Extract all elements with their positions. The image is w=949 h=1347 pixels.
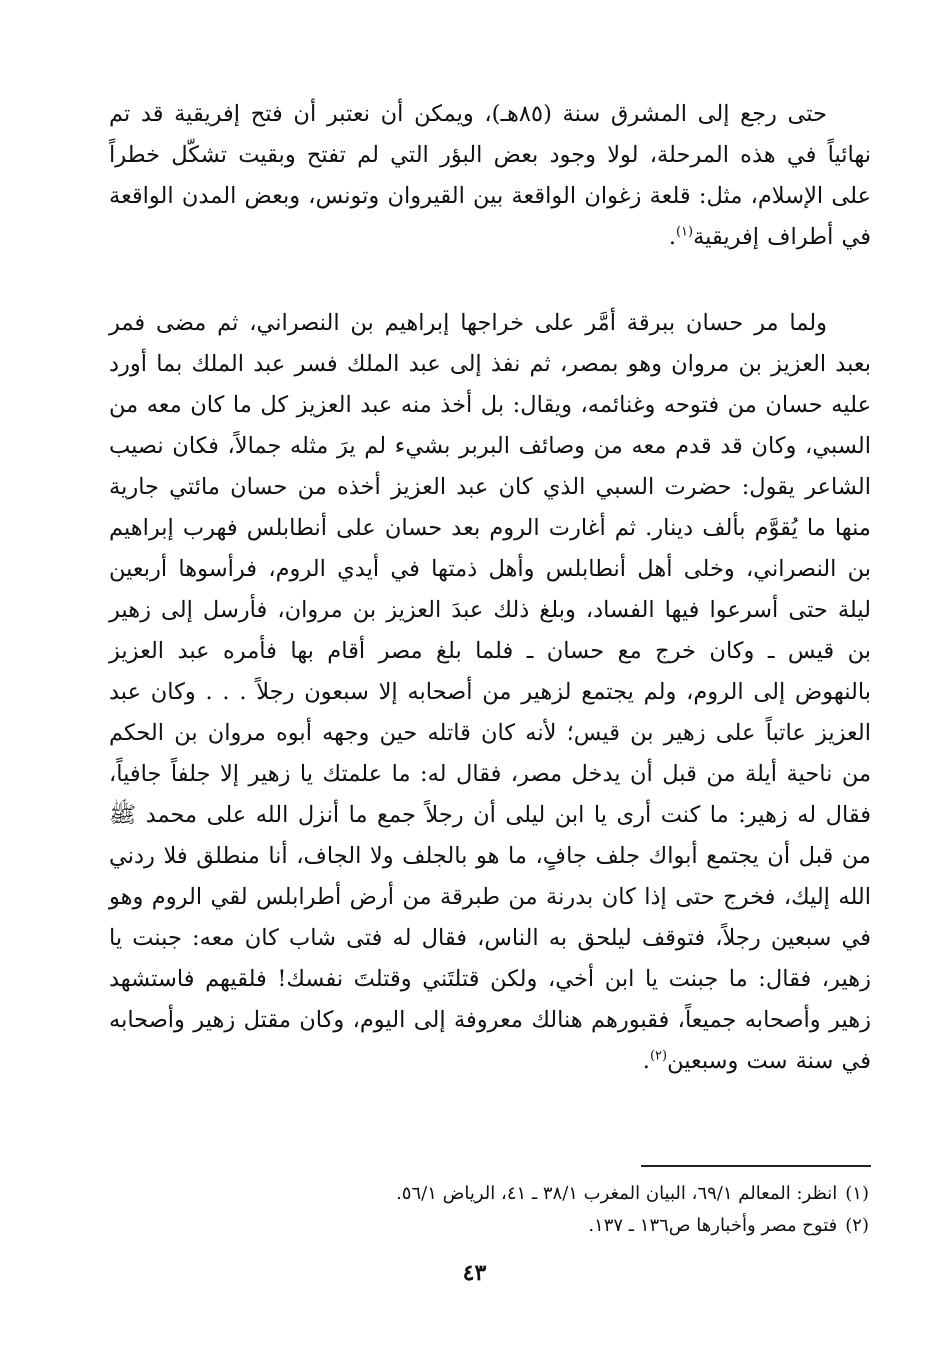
paragraph-2 (109, 303, 871, 1082)
paragraph-2-text (109, 303, 871, 1082)
footnote-1-number: (١) (845, 1183, 869, 1204)
page-number: ٤٣ (462, 1260, 487, 1286)
footnotes (109, 1178, 869, 1242)
paragraph-1-text (109, 94, 871, 258)
paragraph-2-body: ولما مر حسان ببرقة أمَّر على خراجها إبراهيم بن النصراني، ثم مضى فمر بعبد العزيز بن مروان وهو بمصر، ثم نفذ إلى عبد الملك فسر عبد الملك بما أورد عليه حسان من فتوحه وغنائمه، ويقال: بل أخذ منه عبد العزيز كل ما كان معه من السبي، وكان قد قدم معه من وصائف البربر بشيء لم يرَ مثله جمالاً، فكان نصيب الشاعر يقول: حضرت السبي الذي كان عبد العزيز أخذه من حسان مائتي جارية منها ما يُقوَّم بألف دينار. ثم أغارت الروم بعد حسان على أنطابلس فهرب إبراهيم بن النصراني، وخلى أهل أنطابلس وأهل ذمتها في أيدي الروم، فرأسوها أربعين ليلة حتى أسرعوا فيها الفساد، وبلغ ذلك عبدَ العزيز بن مروان، فأرسل إلى زهير بن قيس ـ وكان خرج مع حسان ـ فلما بلغ مصر أقام بها فأمره عبد العزيز بالنهوض إلى الروم، ولم يجتمع لزهير من أصحابه إلا سبعون رجلاً . . . وكان عبد العزيز عاتباً على زهير بن قيس؛ لأنه كان قاتله حين وجهه أبوه مروان بن الحكم من ناحية أيلة من قبل أن يدخل مصر، فقال له: ما علمتك يا زهير إلا جلفاً جافياً، فقال له زهير: ما كنت أرى يا ابن ليلى أن رجلاً جمع ما أنزل الله على محمد ﷺ من قبل أن يجتمع أبواك جلف جافٍ، ما هو بالجلف ولا الجاف، أنا منطلق فلا ردني الله إليك، فخرج حتى إذا كان بدرنة من طبرقة من أرض أطرابلس لقي الروم وهو في سبعين رجلاً، فتوقف ليلحق به الناس، فقال له فتى شاب كان معه: جبنت يا زهير، فقال: ما جبنت يا ابن أخي، ولكن قتلتَني وقتلتَ نفسك! فلقيهم فاستشهد زهير وأصحابه جميعاً، فقبورهم هنالك معروفة إلى اليوم، وكان مقتل زهير وأصحابه في سنة ست وسبعين (109, 310, 872, 1074)
paragraph-1 (109, 94, 871, 258)
paragraph-1-body: حتى رجع إلى المشرق سنة (٨٥هـ)، ويمكن أن نعتبر أن فتح إفريقية قد تم نهائياً في هذه المرحلة، لولا وجود بعض البؤر التي لم تفتح وبقيت تشكّل خطراً على الإسلام، مثل: قلعة زغوان الواقعة بين القيروان وتونس، وبعض المدن الواقعة في أطراف إفريقية (109, 101, 871, 250)
paragraph-1-end: . (668, 224, 676, 250)
footnote-ref-2: (٢) (649, 1048, 668, 1064)
footnote-2 (109, 1210, 869, 1242)
footnote-2-number: (٢) (845, 1215, 869, 1236)
paragraph-2-end: . (642, 1048, 650, 1074)
footnote-1 (109, 1178, 869, 1210)
footnote-1-text: انظر: المعالم ٦٩/١، البيان المغرب ٣٨/١ ـ ٤١، الرياض ٥٦/١. (396, 1183, 838, 1204)
footnote-divider (641, 1165, 871, 1167)
footnote-ref-1: (١) (675, 224, 694, 240)
footnote-2-text: فتوح مصر وأخبارها ص١٣٦ ـ ١٣٧. (588, 1215, 838, 1236)
